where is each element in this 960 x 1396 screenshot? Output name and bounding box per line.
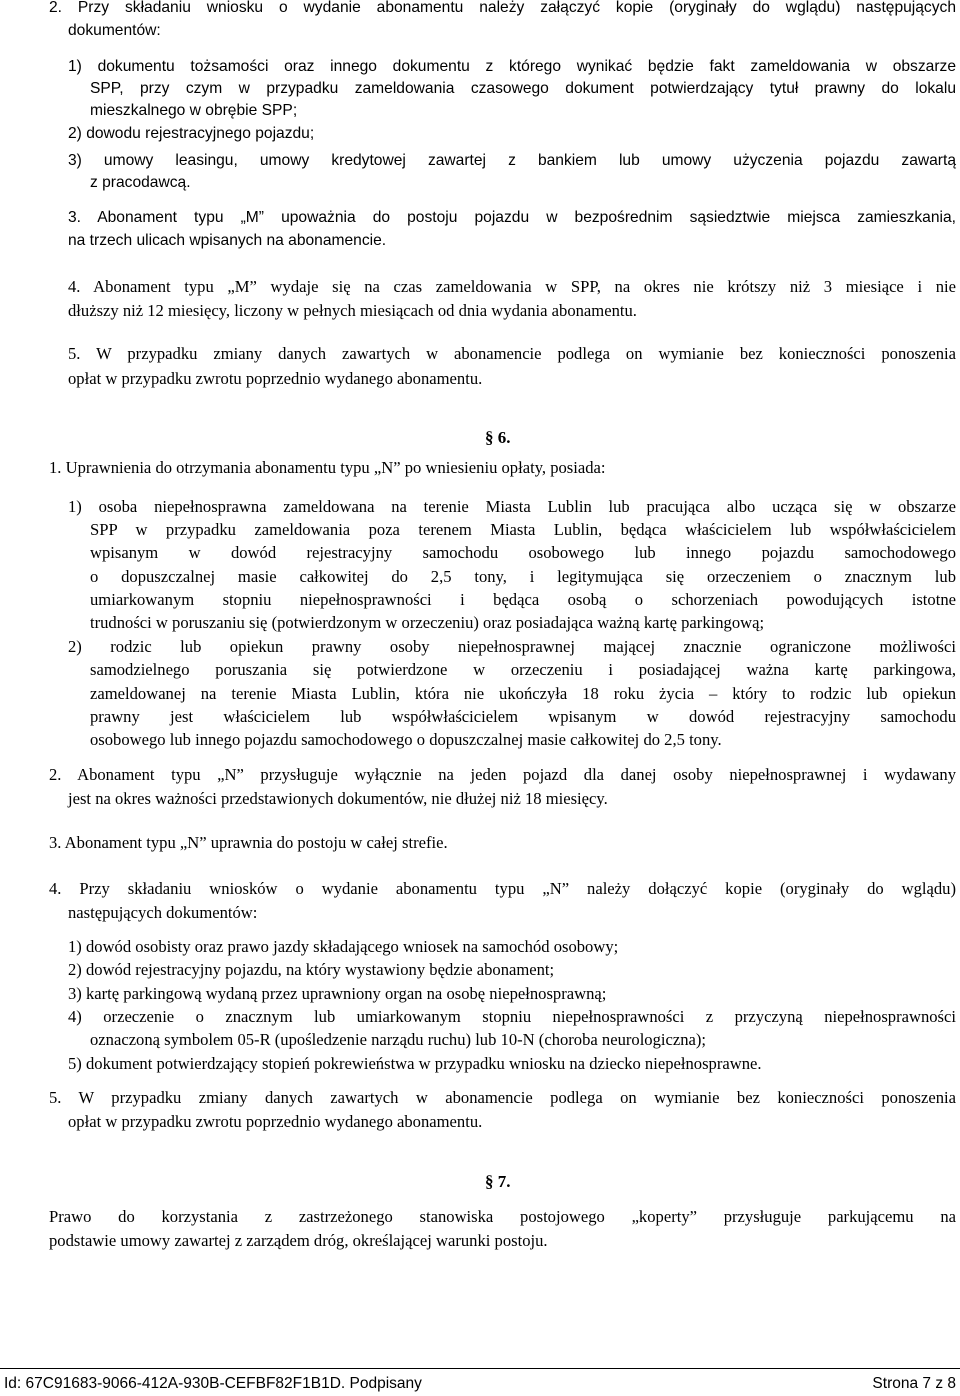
- list-item: 1) dowód osobisty oraz prawo jazdy składającego wniosek na samochód osobowy;: [68, 937, 619, 956]
- paragraph-line: jest na okres ważności przedstawionych dokumentów, nie dłużej niż 18 miesięcy.: [68, 789, 608, 808]
- paragraph-line: dokumentów:: [68, 22, 161, 39]
- list-item: 2) dowodu rejestracyjnego pojazdu;: [68, 125, 315, 142]
- list-item: wpisanym w dowód rejestracyjny samochodu osobowego lub innego pojazdu samochodowego: [90, 543, 956, 562]
- footer-divider: [0, 1368, 960, 1369]
- list-item: samodzielnego poruszania się potwierdzone w orzeczeniu i posiadającej ważna kartę parkingowa,: [90, 660, 956, 679]
- paragraph-line: 1. Uprawnienia do otrzymania abonamentu typu „N” po wniesieniu opłaty, posiada:: [49, 458, 606, 477]
- paragraph-line: opłat w przypadku zwrotu poprzednio wydanego abonamentu.: [68, 369, 483, 388]
- list-item: 4) orzeczenie o znacznym lub umiarkowanym stopniu niepełnosprawności z przyczyną niepełnosprawności: [68, 1007, 956, 1026]
- list-item: o dopuszczalnej masie całkowitej do 2,5 tony, i legitymująca się orzeczeniem o znacznym lub: [90, 567, 956, 586]
- list-item: 3) kartę parkingową wydaną przez uprawniony organ na osobę niepełnosprawną;: [68, 984, 607, 1003]
- paragraph-line: 5. W przypadku zmiany danych zawartych w abonamencie podlega on wymianie bez konieczności ponoszenia: [68, 344, 956, 363]
- paragraph-line: 2. Abonament typu „N” przysługuje wyłącznie na jeden pojazd dla danej osoby niepełnosprawnej i wydawany: [49, 765, 956, 784]
- list-item: 2) rodzic lub opiekun prawny osoby niepełnosprawnej mającej znacznie ograniczone możliwości: [68, 637, 956, 656]
- list-item: prawny jest właścicielem lub współwłaścicielem wpisanym w dowód rejestracyjny samochodu: [90, 707, 956, 726]
- list-item: z pracodawcą.: [90, 174, 191, 191]
- paragraph-line: 3. Abonament typu „N” uprawnia do postoju w całej strefie.: [49, 833, 448, 852]
- paragraph-line: 4. Przy składaniu wniosków o wydanie abonamentu typu „N” należy dołączyć kopie (oryginały do wglądu): [49, 879, 956, 898]
- paragraph-line: podstawie umowy zawartej z zarządem dróg, określającej warunki postoju.: [49, 1231, 548, 1250]
- list-item: SPP, przy czym w przypadku zameldowania czasowego dokument potwierdzający tytuł prawny do lokalu: [90, 80, 956, 97]
- paragraph-line: na trzech ulicach wpisanych na abonamencie.: [68, 232, 387, 249]
- section-heading: § 7.: [485, 1172, 511, 1191]
- paragraph-line: 4. Abonament typu „M” wydaje się na czas zameldowania w SPP, na okres nie krótszy niż 3 miesiące i nie: [68, 277, 956, 296]
- list-item: umiarkowanym stopniu niepełnosprawności i będąca osobą o schorzeniach powodujących istotne: [90, 590, 956, 609]
- list-item: SPP w przypadku zameldowania poza terenem Miasta Lublin, będąca właścicielem lub współwłaścicielem: [90, 520, 956, 539]
- paragraph-line: dłuższy niż 12 miesięcy, liczony w pełnych miesiącach od dnia wydania abonamentu.: [68, 301, 637, 320]
- list-item: zameldowanej na terenie Miasta Lublin, która nie ukończyła 18 roku życia – który to rodzic lub opiekun: [90, 684, 956, 703]
- list-item: 1) dokumentu tożsamości oraz innego dokumentu z którego wynikać będzie fakt zameldowania w obszarze: [68, 58, 956, 75]
- list-item: 5) dokument potwierdzający stopień pokrewieństwa w przypadku wniosku na dziecko niepełnosprawne.: [68, 1054, 762, 1073]
- list-item: 1) osoba niepełnosprawna zameldowana na terenie Miasta Lublin lub pracująca albo ucząca się w obszarze: [68, 497, 956, 516]
- list-item: 2) dowód rejestracyjny pojazdu, na który wystawiony będzie abonament;: [68, 960, 555, 979]
- paragraph-line: 2. Przy składaniu wniosku o wydanie abonamentu należy załączyć kopie (oryginały do wglądu) następujących: [49, 0, 956, 16]
- footer-page-number: Strona 7 z 8: [872, 1375, 956, 1392]
- list-item: oznaczoną symbolem 05-R (upośledzenie narządu ruchu) lub 10-N (choroba neurologiczna);: [90, 1030, 707, 1049]
- footer-document-id: Id: 67C91683-9066-412A-930B-CEFBF82F1B1D. Podpisany: [4, 1375, 422, 1392]
- paragraph-line: 3. Abonament typu „M” upoważnia do postoju pojazdu w bezpośrednim sąsiedztwie miejsca zamieszkania,: [68, 209, 956, 226]
- list-item: 3) umowy leasingu, umowy kredytowej zawartej z bankiem lub umowy użyczenia pojazdu zawartą: [68, 152, 956, 169]
- paragraph-line: Prawo do korzystania z zastrzeżonego stanowiska postojowego „koperty” przysługuje parkującemu na: [49, 1207, 956, 1226]
- paragraph-line: 5. W przypadku zmiany danych zawartych w abonamencie podlega on wymianie bez konieczności ponoszenia: [49, 1088, 956, 1107]
- paragraph-line: następujących dokumentów:: [68, 903, 258, 922]
- section-heading: § 6.: [485, 428, 511, 447]
- list-item: osobowego lub innego pojazdu samochodowego o dopuszczalnej masie całkowitej do 2,5 tony.: [90, 730, 722, 749]
- list-item: trudności w poruszaniu się (potwierdzonym w orzeczeniu) oraz posiadająca ważną kartę parkingową;: [90, 613, 765, 632]
- paragraph-line: opłat w przypadku zwrotu poprzednio wydanego abonamentu.: [68, 1112, 483, 1131]
- list-item: mieszkalnego w obrębie SPP;: [90, 102, 298, 119]
